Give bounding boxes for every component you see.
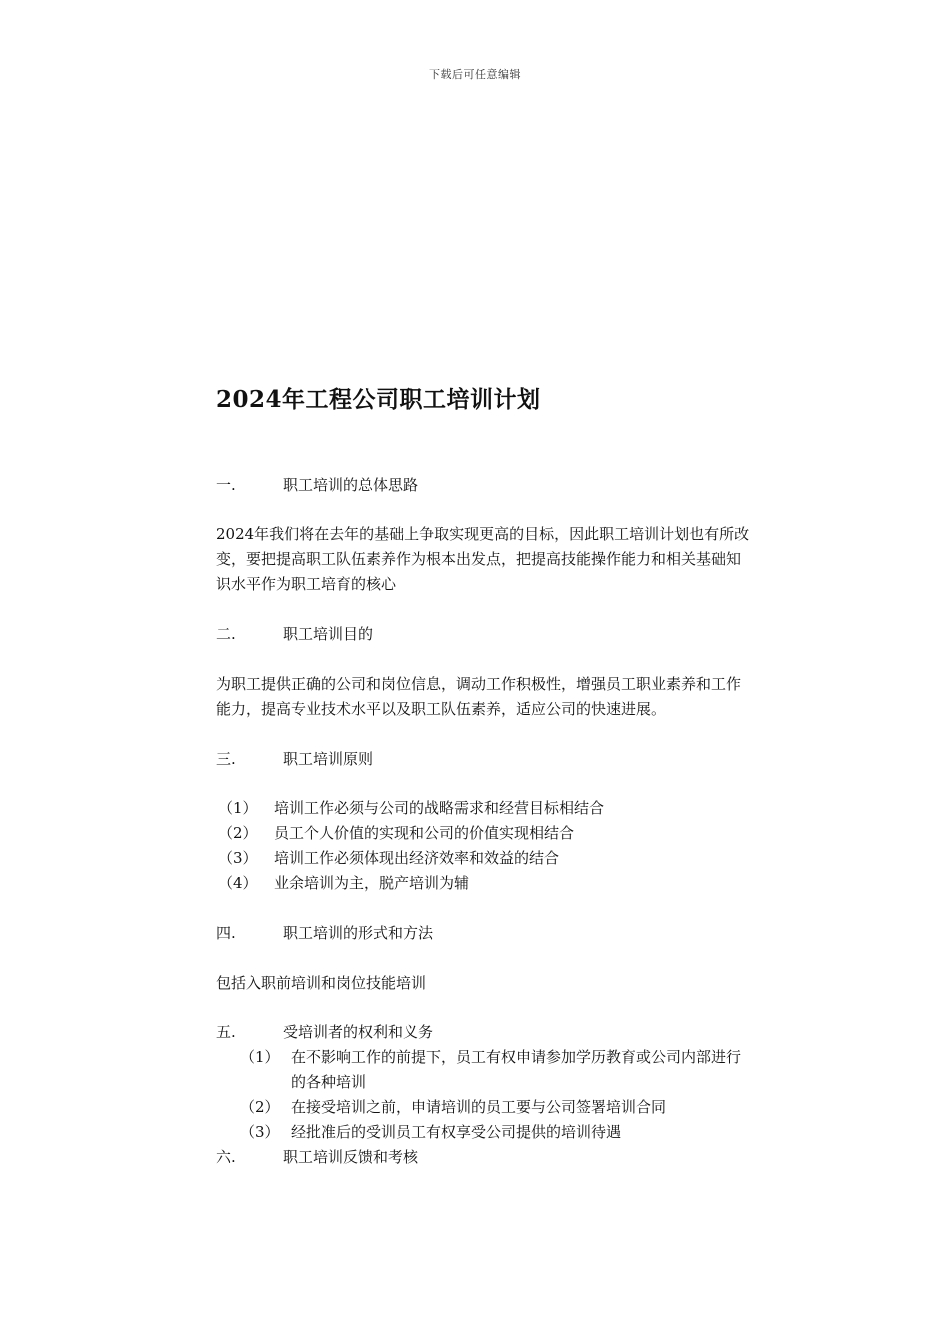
section-title: 受培训者的权利和义务 bbox=[283, 1023, 434, 1041]
section-title: 职工培训的总体思路 bbox=[283, 476, 419, 494]
paragraph-line: 为职工提供正确的公司和岗位信息，调动工作积极性，增强员工职业素养和工作 bbox=[216, 675, 742, 693]
list-item-text: 员工个人价值的实现和公司的价值实现相结合 bbox=[274, 824, 575, 842]
section-heading-1 bbox=[216, 473, 418, 498]
list-item-number: （2） bbox=[218, 824, 258, 842]
section-heading-3 bbox=[216, 747, 373, 772]
paragraph-line: 变，要把提高职工队伍素养作为根本出发点，把提高技能操作能力和相关基础知 bbox=[216, 550, 742, 568]
paragraph-line: 2024年我们将在去年的基础上争取实现更高的目标，因此职工培训计划也有所改 bbox=[216, 525, 750, 543]
list-item bbox=[218, 796, 604, 821]
section-title: 职工培训目的 bbox=[283, 625, 374, 643]
section-heading-4 bbox=[216, 921, 433, 946]
list-item-number: （3） bbox=[218, 849, 258, 867]
list-item-text: 培训工作必须与公司的战略需求和经营目标相结合 bbox=[274, 799, 605, 817]
paragraph-line: 识水平作为职工培育的核心 bbox=[216, 575, 397, 593]
section-paragraph-1 bbox=[216, 522, 811, 597]
list-item-text: 业余培训为主，脱产培训为辅 bbox=[274, 874, 470, 892]
section-title: 职工培训的形式和方法 bbox=[283, 924, 434, 942]
section-number: 二. bbox=[216, 625, 236, 643]
list-item bbox=[218, 821, 574, 846]
paragraph-line: 包括入职前培训和岗位技能培训 bbox=[216, 974, 427, 992]
list-item-number: （1） bbox=[218, 799, 258, 817]
list-item-number: （3） bbox=[240, 1123, 280, 1141]
list-item-number: （4） bbox=[218, 874, 258, 892]
section-number: 四. bbox=[216, 924, 236, 942]
list-item-continuation: 的各种培训 bbox=[291, 1073, 367, 1091]
section-heading-2 bbox=[216, 622, 373, 647]
list-item-text: 在不影响工作的前提下，员工有权申请参加学历教育或公司内部进行 bbox=[291, 1048, 742, 1066]
section-number: 三. bbox=[216, 750, 236, 768]
list-item bbox=[240, 1045, 741, 1070]
section-number: 一. bbox=[216, 476, 236, 494]
section-title: 职工培训原则 bbox=[283, 750, 374, 768]
section-paragraph-2 bbox=[216, 672, 811, 722]
list-item bbox=[240, 1095, 666, 1120]
section-number: 六. bbox=[216, 1148, 236, 1166]
section-title: 职工培训反馈和考核 bbox=[283, 1148, 419, 1166]
section-paragraph-4 bbox=[216, 971, 811, 996]
list-item bbox=[218, 846, 559, 871]
section-number: 五. bbox=[216, 1023, 236, 1041]
section-heading-5 bbox=[216, 1020, 433, 1045]
list-item-number: （2） bbox=[240, 1098, 280, 1116]
list-item-text: 在接受培训之前，申请培训的员工要与公司签署培训合同 bbox=[291, 1098, 667, 1116]
list-item bbox=[218, 871, 469, 896]
list-item-number: （1） bbox=[240, 1048, 280, 1066]
page-header-note: 下载后可任意编辑 bbox=[429, 68, 521, 81]
list-item bbox=[240, 1120, 621, 1145]
list-item-text: 经批准后的受训员工有权享受公司提供的培训待遇 bbox=[291, 1123, 622, 1141]
section-heading-6 bbox=[216, 1145, 418, 1170]
document-title: 2024年工程公司职工培训计划 bbox=[216, 386, 541, 413]
list-item-text: 培训工作必须体现出经济效率和效益的结合 bbox=[274, 849, 560, 867]
paragraph-line: 能力，提高专业技术水平以及职工队伍素养，适应公司的快速进展。 bbox=[216, 700, 667, 718]
